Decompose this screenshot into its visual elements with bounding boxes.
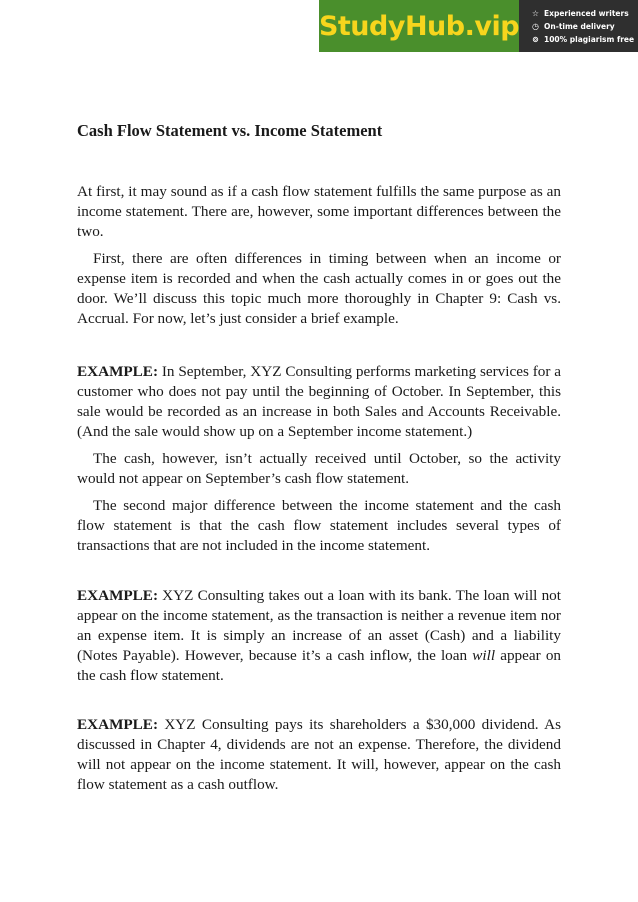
feature-item [531, 22, 638, 31]
brand-logo-text: StudyHub.vip [318, 10, 520, 42]
paragraph-timing: First, there are often differences in timing between when an income or expense item is recorded and when the cash actually comes in or goes out the door. We’ll discuss this topic much more thoroughly in Chapter 9: Cash vs. Accrual. For now, let’s just consider a brief example. [77, 250, 561, 327]
paragraph-second-difference: The second major difference between the income statement and the cash flow statement is that the cash flow statement includes several types of transactions that are not included in the income statement. [77, 497, 561, 554]
example-2 [77, 586, 561, 686]
feature-label: 100% plagiarism free [544, 34, 635, 44]
example-emphasis: will [472, 647, 496, 664]
page-title: Cash Flow Statement vs. Income Statement [77, 121, 383, 140]
badge-icon: ⊚ [532, 34, 539, 44]
promo-banner[interactable] [319, 0, 638, 52]
paragraph-intro: At first, it may sound as if a cash flow statement fulfills the same purpose as an income statement. There are, however, some important differences between the two. [77, 183, 561, 240]
feature-list [519, 0, 638, 52]
example-label: EXAMPLE: [77, 587, 158, 604]
example-1 [77, 362, 561, 442]
feature-label: On-time delivery [544, 21, 615, 31]
document-body [77, 119, 561, 795]
feature-item [531, 35, 638, 44]
example-3 [77, 715, 561, 795]
example-text: In September, XYZ Consulting performs marketing services for a customer who does not pay until the beginning of October. In September, this sale would be recorded as an increase in both Sales and Accounts Receivable. (And the sale would show up on a September income statement.) [77, 363, 561, 440]
example-label: EXAMPLE: [77, 363, 158, 380]
clock-icon: ◷ [532, 21, 539, 31]
star-icon: ☆ [531, 8, 540, 18]
example-text: XYZ Consulting pays its shareholders a $30,000 dividend. As discussed in Chapter 4, dividends are not an expense. Therefore, the dividend will not appear on the income statement. It will, however, appear on the cash flow statement as a cash outflow. [77, 716, 561, 793]
feature-label: Experienced writers [544, 8, 629, 18]
example-label: EXAMPLE: [77, 716, 158, 733]
example-text-end: appear on the cash flow statement. [77, 647, 562, 684]
paragraph-cash-received: The cash, however, isn’t actually received until October, so the activity would not appear on September’s cash flow statement. [77, 450, 561, 487]
feature-item [531, 9, 638, 18]
example-text: XYZ Consulting takes out a loan with its bank. The loan will not appear on the income statement, as the transaction is neither a revenue item nor an expense item. It is simply an increase of an asset (Cash) and a liability (Notes Payable). However, because it’s a cash inflow, the loan [77, 587, 561, 664]
brand-logo[interactable] [319, 0, 519, 52]
